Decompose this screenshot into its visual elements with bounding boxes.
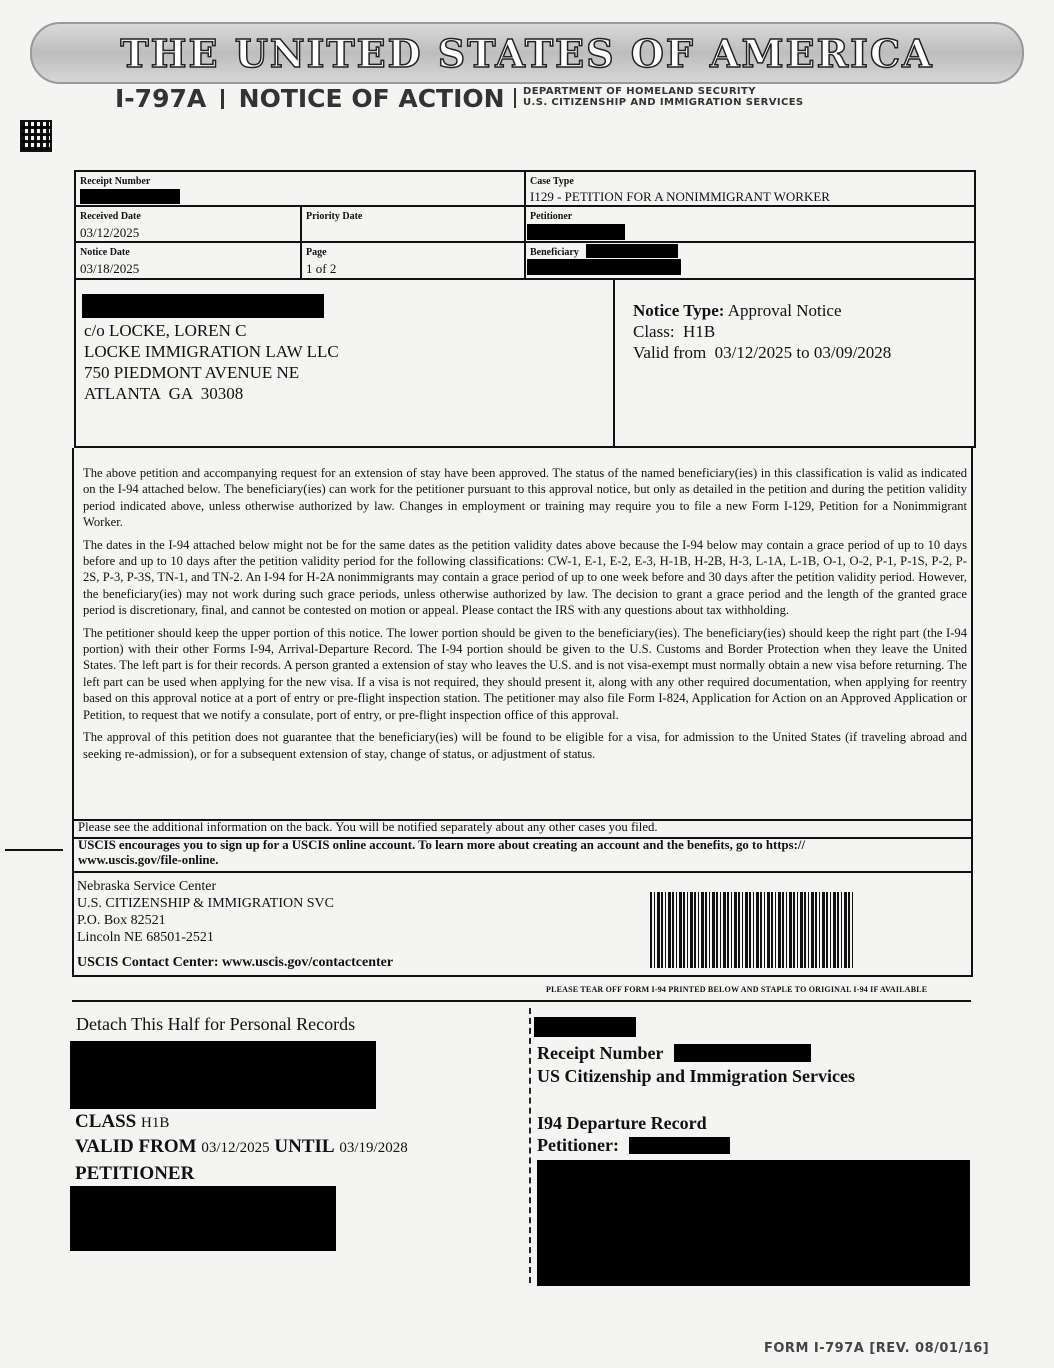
priority-date-label: Priority Date: [306, 211, 363, 222]
notice-summary: [633, 300, 891, 363]
detach-class-info: [75, 1110, 408, 1160]
detach-class-row: [75, 1110, 408, 1135]
service-center-line-3: P.O. Box 82521: [77, 913, 166, 928]
body-paragraph-1: The above petition and accompanying request for an extension of stay have been approved. The status of the named beneficiary(ies) in this classification is valid as indicated on the I-94 attached below. The beneficiary(ies) can work for the petitioner pursuant to this approval notice, but only as detailed in the petition and during the petition validity period indicated above, unless otherwise authorized by law. Changes in employment or training may require you to file a new Form I-129, Petition for a Nonimmigrant Worker.: [83, 466, 967, 530]
grid-divider-v2: [300, 206, 302, 280]
grid-divider-v1: [524, 170, 526, 280]
form-revision-code: FORM I-797A [REV. 08/01/16]: [764, 1341, 990, 1356]
form-title: [115, 84, 505, 113]
redacted-i94-receipt: [674, 1044, 811, 1062]
service-center-line-2: U.S. CITIZENSHIP & IMMIGRATION SVC: [77, 896, 334, 911]
body-border-left: [72, 448, 74, 976]
dept-line-2: U.S. CITIZENSHIP AND IMMIGRATION SERVICES: [523, 97, 804, 108]
approval-body-text: [83, 465, 967, 768]
notice-class: Class: H1B: [633, 322, 716, 341]
receipt-number-label: Receipt Number: [80, 176, 151, 187]
case-type-value: I129 - PETITION FOR A NONIMMIGRANT WORKER: [530, 189, 830, 204]
address-block-bottom: [74, 446, 976, 448]
detach-cut-line: [529, 1008, 531, 1283]
fold-mark: [5, 849, 63, 851]
service-center-line-1: Nebraska Service Center: [77, 879, 217, 894]
valid-from-label: VALID FROM: [75, 1136, 197, 1157]
online-line-1: USCIS encourages you to sign up for a USCIS online account. To learn more about creating an account and the benefits, go to https://: [78, 838, 805, 852]
department-name: [523, 86, 804, 108]
body-paragraph-3: The petitioner should keep the upper portion of this notice. The lower portion should be given to the beneficiary(ies). The beneficiary(ies) should keep the right part (the I-94 portion) with their other Forms I-94, Arrival-Departure Record. The I-94 portion should be given to the U.S. Customs and Border Protection when they leave the United States. The left part is for their records. A person granted a extension of stay who leaves the U.S. and is not visa-exempt must normally obtain a new visa before returning. The left part can be used when applying for the new visa. If a visa is not required, they should present it, along with any other required documentation, when applying for reentry based on this approval notice at a port of entry or pre-flight inspection station. The petitioner may also file Form I-824, Application for Action on an Approved Application or Petition, to request that we notify a consulate, port of entry, or pre-flight inspection office of this approval.: [83, 625, 967, 722]
address-line-3: 750 PIEDMONT AVENUE NE: [84, 363, 300, 382]
notice-date-value: 03/18/2025: [80, 261, 140, 276]
redacted-beneficiary-1: [586, 244, 678, 258]
barcode-icon: [650, 892, 855, 968]
block-border-left: [74, 278, 76, 448]
valid-from-value: 03/12/2025: [201, 1140, 270, 1156]
beneficiary-label: Beneficiary: [530, 247, 579, 258]
notice-type-label: Notice Type:: [633, 301, 725, 320]
redacted-i94-number: [534, 1017, 636, 1037]
additional-info-text: Please see the additional information on the back. You will be notified separately about any other cases you filed.: [78, 820, 658, 834]
i94-receipt-label: Receipt Number: [537, 1043, 664, 1063]
redacted-detach-petitioner: [70, 1186, 336, 1251]
qr-code-icon: [20, 120, 52, 152]
redacted-petitioner: [527, 224, 625, 240]
detach-heading: Detach This Half for Personal Records: [76, 1014, 356, 1034]
banner-title: THE UNITED STATES OF AMERICA: [120, 30, 934, 76]
service-center-address: [77, 878, 334, 946]
i94-record-label: I94 Departure Record: [537, 1113, 707, 1133]
address-line-4: ATLANTA GA 30308: [84, 384, 244, 403]
tear-off-instruction: PLEASE TEAR OFF FORM I-94 PRINTED BELOW AND STAPLE TO ORIGINAL I-94 IF AVAILABLE: [546, 985, 928, 994]
notice-validity: Valid from 03/12/2025 to 03/09/2028: [633, 343, 892, 362]
class-value: H1B: [141, 1115, 170, 1131]
body-paragraph-4: The approval of this petition does not guarantee that the beneficiary(ies) will be found to be eligible for a visa, for admission to the United States (if traveling abroad and seeking re-admission), or for a subsequent extension of stay, change of status, or adjustment of status.: [83, 730, 967, 761]
received-date-label: Received Date: [80, 211, 141, 222]
petitioner-label: Petitioner: [530, 211, 573, 222]
block-border-right: [974, 278, 976, 448]
notice-date-label: Notice Date: [80, 247, 130, 258]
redacted-receipt-number: [80, 189, 180, 204]
until-label: UNTIL: [274, 1136, 335, 1157]
case-type-label: Case Type: [530, 176, 574, 187]
online-link[interactable]: www.uscis.gov/file-online.: [78, 853, 219, 867]
redacted-beneficiary-block: [70, 1041, 376, 1109]
form-name: NOTICE OF ACTION: [238, 84, 505, 113]
address-notice-divider: [613, 278, 615, 448]
service-center-line-4: Lincoln NE 68501-2521: [77, 930, 214, 945]
tear-off-line: [72, 1000, 971, 1002]
address-line-1: c/o LOCKE, LOREN C: [84, 321, 247, 340]
upper-section-bottom: [72, 975, 973, 977]
title-divider: [221, 89, 224, 109]
notice-type: [633, 300, 891, 321]
body-paragraph-2: The dates in the I-94 attached below might not be for the same dates as the petition validity dates above because the I-94 below may contain a grace period of up to 10 days before and up to 10 days after the petition validity period for the following classifications: CW-1, E-1, E-2, E-3, H-1B, H-2B, H-3, L-1A, L-1B, O-1, O-2, P-1, P-1S, P-2, P-2S, P-3, P-3S, TN-1, and TN-2. An I-94 for H-2A nonimmigrants may contain a grace period of up to one week before and 30 days after the petition validity period. However, the beneficiary(ies) may not work during such grace periods, unless otherwise authorized by law. The decision to grant a grace period and the length of the granted grace period is discretionary, final, and cannot be contested on motion or appeal. Please contact the IRS with any questions about tax withholding.: [83, 537, 967, 618]
until-value: 03/19/2028: [339, 1140, 408, 1156]
notice-type-value: Approval Notice: [727, 301, 842, 320]
class-label: CLASS: [75, 1111, 137, 1132]
page-label: Page: [306, 247, 327, 258]
page-value: 1 of 2: [306, 261, 337, 276]
body-border-right: [971, 448, 973, 976]
received-date-value: 03/12/2025: [80, 225, 140, 240]
detach-petitioner-label: PETITIONER: [75, 1163, 195, 1184]
online-account-notice: [78, 838, 968, 868]
detach-validity-row: [75, 1135, 408, 1160]
dept-line-1: DEPARTMENT OF HOMELAND SECURITY: [523, 86, 756, 97]
online-box-bottom: [72, 871, 973, 873]
country-banner: [30, 22, 1024, 84]
grid-divider-h1: [74, 205, 976, 207]
form-number: I-797A: [115, 84, 207, 113]
i94-petitioner-label: Petitioner:: [537, 1135, 619, 1155]
redacted-i94-petitioner: [629, 1137, 730, 1154]
redacted-recipient-name: [82, 294, 324, 318]
contact-center-line: USCIS Contact Center: www.uscis.gov/contactcenter: [77, 955, 394, 970]
grid-divider-h2: [74, 241, 976, 243]
dept-divider: [514, 88, 516, 108]
redacted-i94-record: [537, 1160, 970, 1286]
i94-agency: US Citizenship and Immigration Services: [537, 1066, 856, 1086]
address-line-2: LOCKE IMMIGRATION LAW LLC: [84, 342, 339, 361]
redacted-beneficiary-2: [527, 259, 681, 275]
mailing-address: [84, 320, 339, 404]
